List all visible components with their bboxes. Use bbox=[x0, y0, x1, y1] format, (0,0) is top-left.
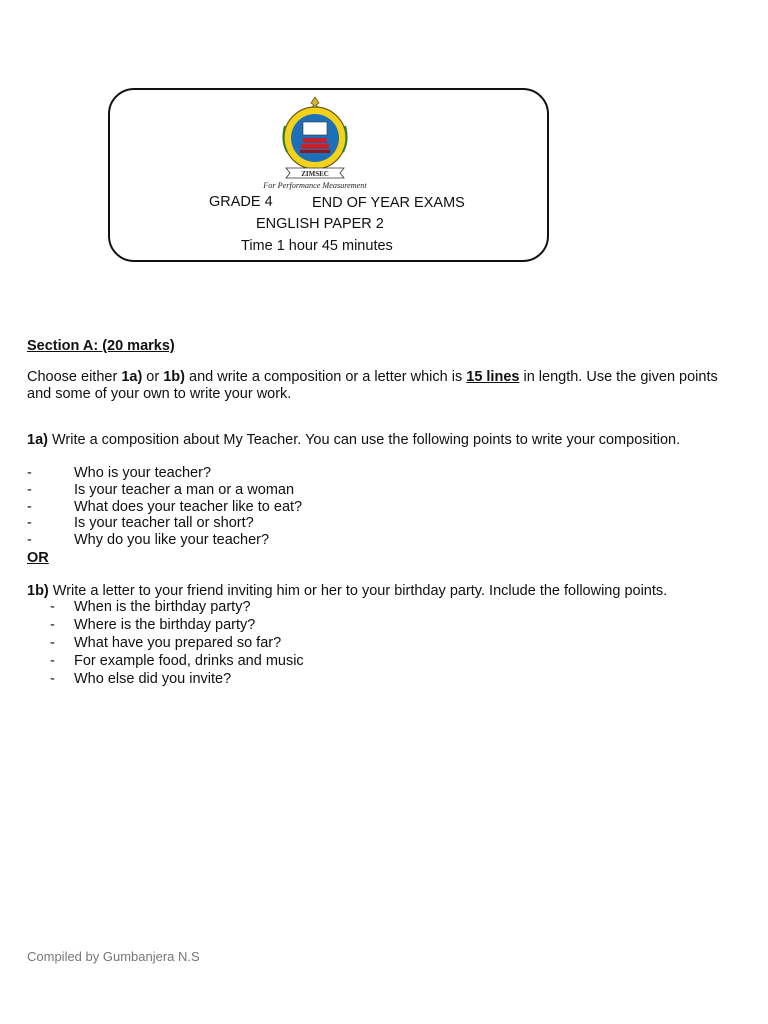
grade-label: GRADE 4 bbox=[209, 194, 273, 210]
logo-banner-text: ZIMSEC bbox=[301, 170, 329, 178]
time-allowed: Time 1 hour 45 minutes bbox=[241, 238, 393, 254]
section-title: Section A: (20 marks) bbox=[27, 338, 175, 354]
option-1a-ref: 1a) bbox=[121, 369, 143, 385]
option-1b-ref: 1b) bbox=[163, 369, 185, 385]
question-1b: 1b) Write a letter to your friend inviting him or her to your birthday party. Include the following points. bbox=[27, 583, 668, 599]
paper-title: ENGLISH PAPER 2 bbox=[256, 216, 384, 232]
instructions-paragraph: Choose either 1a) or 1b) and write a composition or a letter which is 15 lines in length. Use the given points and some of your own to write your work. bbox=[27, 369, 718, 402]
zimsec-logo bbox=[254, 94, 376, 192]
length-requirement: 15 lines bbox=[466, 369, 520, 385]
question-1a: 1a) Write a composition about My Teacher. You can use the following points to write your composition. bbox=[27, 432, 681, 448]
or-divider: OR bbox=[27, 550, 49, 566]
question-1b-label: 1b) bbox=[27, 583, 49, 599]
logo-motto: For Performance Measurement bbox=[263, 181, 367, 190]
footer-credit: Compiled by Gumbanjera N.S bbox=[27, 949, 200, 964]
exam-title: END OF YEAR EXAMS bbox=[312, 195, 465, 211]
question-1a-label: 1a) bbox=[27, 432, 48, 448]
